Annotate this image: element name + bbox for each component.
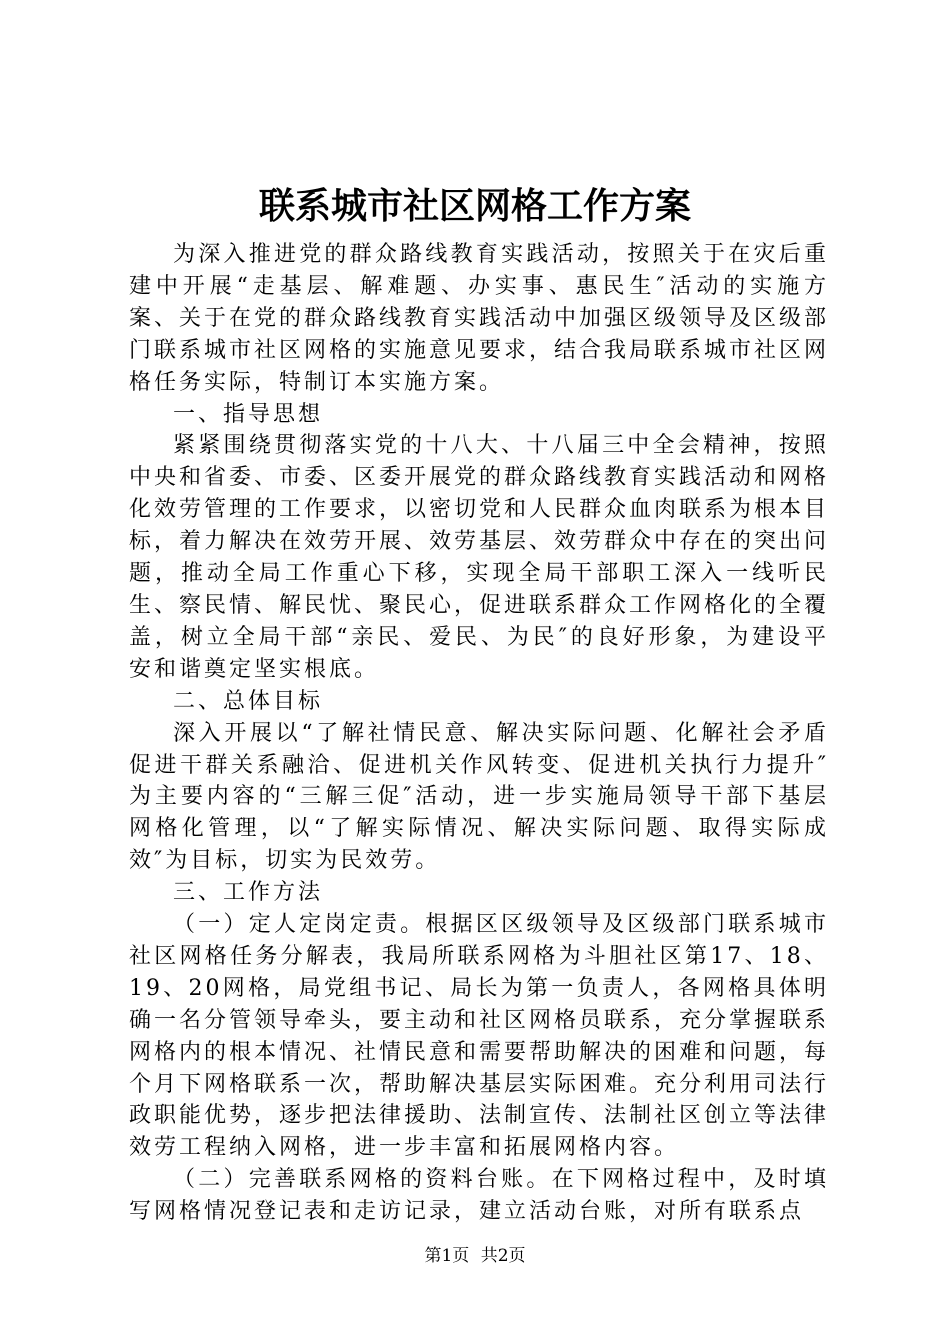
section-heading-work-method: 三、工作方法 <box>173 880 324 906</box>
paragraph-method-1: （一）定人定岗定责。根据区区级领导及区级部门联系城市社区网格任务分解表，我局所联系网格为斗胆社区第17、18、19、20网格，局党组书记、局长为第一负责人，各网格具体明确一名分管领导牵头，要主动和社区网格员联系，充分掌握联系网格内的根本情况、社情民意和需要帮助解决的困难和问题，每个月下网格联系一次，帮助解决基层实际困难。充分利用司法行政职能优势，逐步把法律援助、法制宣传、法制社区创立等法律效劳工程纳入网格，进一步丰富和拓展网格内容。 <box>129 912 830 1161</box>
paragraph-guiding-ideology: 紧紧围绕贯彻落实党的十八大、十八届三中全会精神，按照中央和省委、市委、区委开展党的群众路线教育实践活动和网格化效劳管理的工作要求，以密切党和人民群众血肉联系为根本目标，着力解决在效劳开展、效劳基层、效劳群众中存在的突出问题，推动全局工作重心下移，实现全局干部职工深入一线听民生、察民情、解民忧、聚民心，促进联系群众工作网格化的全覆盖，树立全局干部“亲民、爱民、为民″的良好形象，为建设平安和谐奠定坚实根底。 <box>129 433 830 682</box>
section-heading-guiding-ideology: 一、指导思想 <box>173 401 324 427</box>
paragraph-intro: 为深入推进党的群众路线教育实践活动，按照关于在灾后重建中开展“走基层、解难题、办实事、惠民生″活动的实施方案、关于在党的群众路线教育实践活动中加强区级领导及区级部门联系城市社区网格的实施意见要求，结合我局联系城市社区网格任务实际，特制订本实施方案。 <box>129 242 830 395</box>
paragraph-overall-goal: 深入开展以“了解社情民意、解决实际问题、化解社会矛盾促进干群关系融洽、促进机关作风转变、促进机关执行力提升″为主要内容的“三解三促″活动，进一步实施局领导干部下基层网格化管理，以“了解实际情况、解决实际问题、取得实际成效″为目标，切实为民效劳。 <box>129 720 829 874</box>
paragraph-method-2: （二）完善联系网格的资料台账。在下网格过程中，及时填写网格情况登记表和走访记录，建立活动台账，对所有联系点 <box>129 1167 829 1225</box>
page-total: 共2页 <box>480 1246 526 1266</box>
document-title: 联系城市社区网格工作方案 <box>258 186 691 227</box>
section-heading-overall-goal: 二、总体目标 <box>173 688 324 714</box>
document-body <box>129 239 829 1228</box>
page-number: 第1页 <box>424 1246 470 1266</box>
page-footer <box>0 1244 950 1268</box>
